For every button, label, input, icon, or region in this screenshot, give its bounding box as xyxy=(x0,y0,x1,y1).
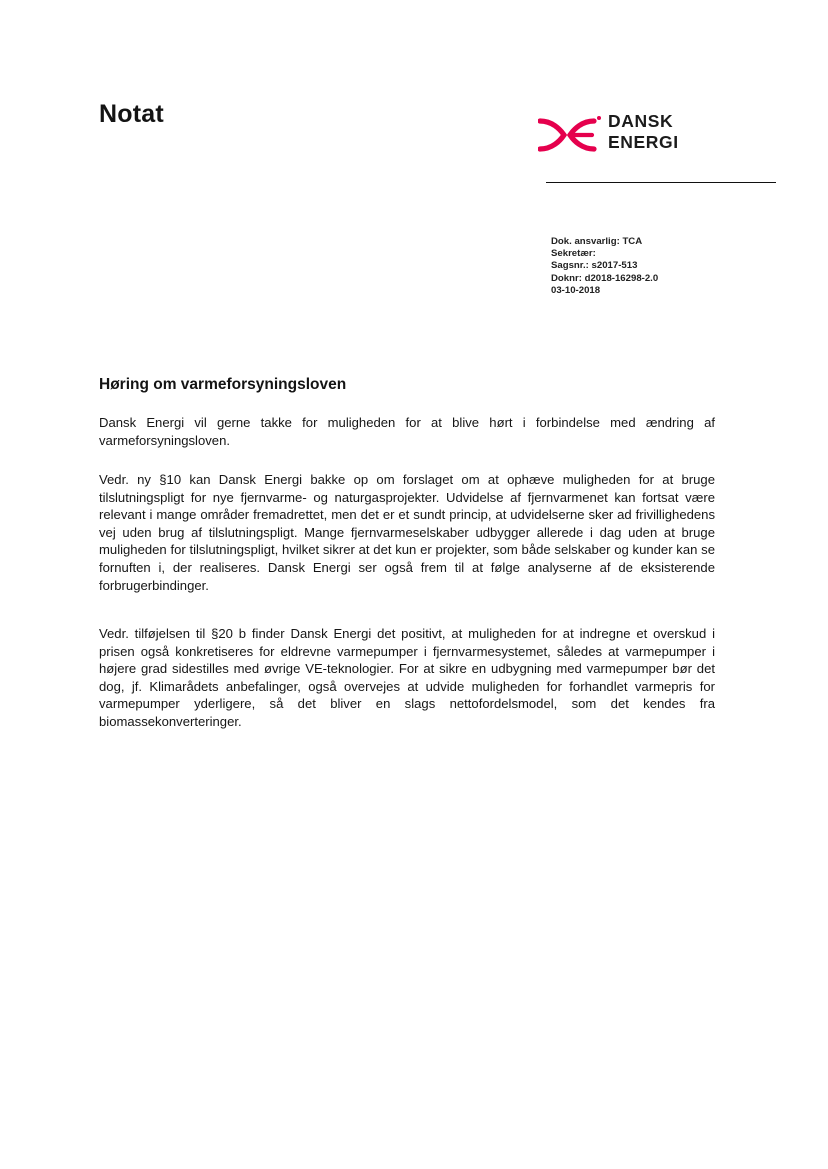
meta-case-number: Sagsnr.: s2017-513 xyxy=(551,260,638,272)
meta-responsible: Dok. ansvarlig: TCA xyxy=(551,236,643,247)
logo-text-line1: DANSK xyxy=(608,111,674,131)
meta-document-number: Doknr: d2018-16298-2.0 xyxy=(551,272,659,284)
dansk-energi-logo xyxy=(538,112,688,158)
document-metadata xyxy=(551,236,658,297)
dansk-energi-logo-icon xyxy=(538,115,602,155)
body-paragraph: Vedr. tilføjelsen til §20 b finder Dansk Energi det positivt, at muligheden for at indregne et overskud i prisen også konkretiseres for eldrevne varmepumper i fjernvarmesystemet, således at varmepumper i højere grad sidestilles med øvrige VE-teknologier. For at sikre en udbygning med varmepumper bør det dog, jf. Klimarådets anbefalinger, også overvejes at udvide muligheden for forhandlet varmepris for varmepumper yderligere, så det bliver en slags nettofordelsmodel, som det kendes fra biomassekonverteringer. xyxy=(99,626,715,729)
document-type-heading: Notat xyxy=(99,100,164,128)
meta-date: 03-10-2018 xyxy=(551,284,601,296)
header-divider xyxy=(546,182,776,183)
document-title: Høring om varmeforsyningsloven xyxy=(99,376,347,393)
body-paragraph: Vedr. ny §10 kan Dansk Energi bakke op om forslaget om at ophæve muligheden for at bruge tilslutningspligt for nye fjernvarme- og naturgasprojekter. Udvidelse af fjernvarmenet kan fortsat være relevant i mange områder fremadrettet, men det er et sundt princip, at udvidelserne sker ad frivillighedens vej uden brug af tilslutningspligt. Mange fjernvarmeselskaber udbygger allerede i dag uden at bruge muligheden for tilslutningspligt, hvilket sikrer at det kun er projekter, som både selskaber og kunder kan se fornuften i, der realiseres. Dansk Energi ser også frem til at følge analyserne af de eksisterende forbrugerbindinger. xyxy=(99,472,715,593)
logo-text-line2: ENERGI xyxy=(608,132,679,152)
body-paragraph: Dansk Energi vil gerne takke for muligheden for at blive hørt i forbindelse med ændring af varmeforsyningsloven. xyxy=(99,415,715,448)
meta-secretary: Sekretær: xyxy=(551,248,596,260)
